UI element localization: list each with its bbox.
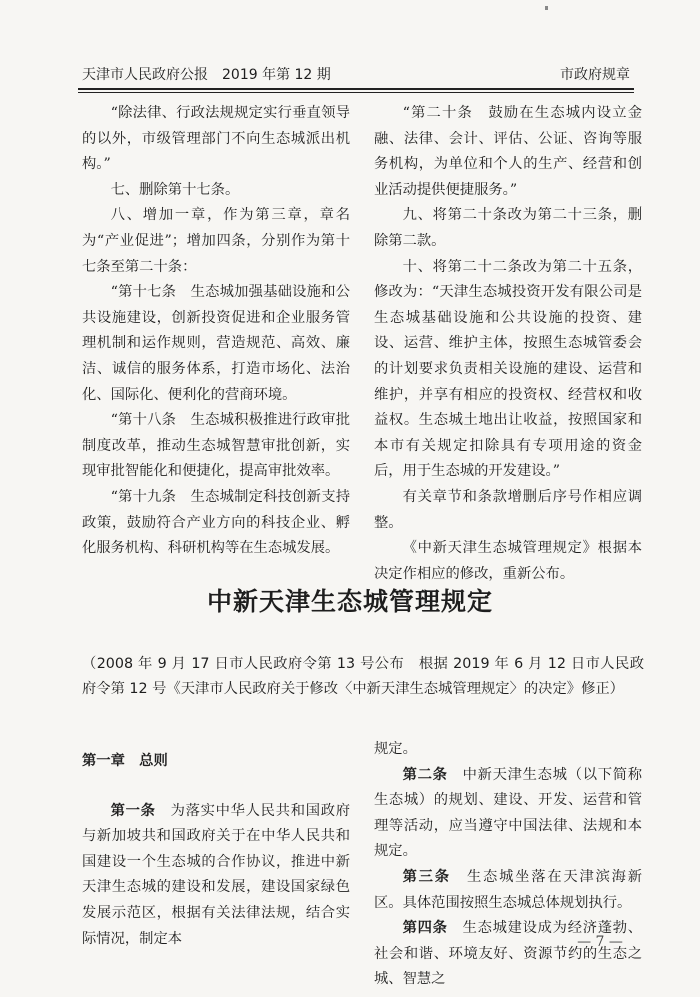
paragraph: 《中新天津生态城管理规定》根据本决定作相应的修改，重新公布。 <box>374 540 642 582</box>
paragraph: “第十七条 生态城加强基础设施和公共设施建设，创新投资促进和企业服务管理机制和运作规则，营造规范、高效、廉洁、诚信的服务体系，打造市场化、法治化、国际化、便利化的营商环境。 <box>82 284 350 403</box>
top-left-column <box>82 101 350 562</box>
paragraph: “第十八条 生态城积极推进行政审批制度改革，推动生态城智慧审批创新，实现审批智能化和便捷化，提高审批效率。 <box>82 412 350 480</box>
paragraph: “除法律、行政法规规定实行垂直领导的以外，市级管理部门不向生态城派出机构。” <box>82 105 350 173</box>
continuation-text: 规定。 <box>374 741 417 757</box>
page-number: — 7 — <box>577 934 623 950</box>
article-text: 生态城建设成为经济蓬勃、社会和谐、环境友好、资源节约的生态之城、智慧之 <box>374 920 643 988</box>
promulgation-note: （2008 年 9 月 17 日市人民政府令第 13 号公布 根据 2019 年 6 月 12 日市人民政府令第 12 号《天津市人民政府关于修改〈中新天津生态城管理规定〉的决定》修正） <box>82 656 644 697</box>
paragraph: 八、增加一章，作为第三章，章名为“产业促进”；增加四条，分别作为第十七条至第二十条： <box>82 207 350 275</box>
article-text: 为落实中华人民共和国政府与新加坡共和国政府关于在中华人民共和国建设一个生态城的合作协议，推进中新天津生态城的建设和发展，建设国家绿色发展示范区，根据有关法律法规，结合实际情况，制定本 <box>82 802 351 947</box>
top-right-column <box>374 101 642 587</box>
chapter-heading: 第一章 总则 <box>82 753 168 769</box>
paragraph: “第二十条 鼓励在生态城内设立金融、法律、会计、评估、公证、咨询等服务机构，为单位和个人的生产、经营和创业活动提供便捷服务。” <box>374 105 642 198</box>
article-number: 第一条 <box>110 802 156 819</box>
paragraph: “第十九条 生态城制定科技创新支持政策，鼓励符合产业方向的科技企业、孵化服务机构、科研机构等在生态城发展。 <box>82 488 350 557</box>
article-text: 中新天津生态城（以下简称生态城）的规划、建设、开发、运营和管理等活动，应当遵守中国法律、法规和本规定。 <box>374 766 643 860</box>
article-number: 第四条 <box>402 920 448 937</box>
section-name: 市政府规章 <box>560 67 630 83</box>
article-text: 生态城坐落在天津滨海新区。具体范围按照生态城总体规划执行。 <box>374 868 643 911</box>
article-2 <box>374 763 642 865</box>
page-header <box>82 64 630 86</box>
header-rule-thin <box>78 92 634 93</box>
bottom-left-column <box>82 737 350 952</box>
article-4 <box>374 916 642 993</box>
paragraph: 七、删除第十七条。 <box>110 181 240 198</box>
article-3 <box>374 865 642 916</box>
scan-mark <box>545 6 548 10</box>
paragraph: 十、将第二十二条改为第二十五条，修改为：“天津生态城投资开发有限公司是生态城基础设施和公共设施的投资、建设、运营、维护主体，按照生态城管委会的计划要求负责相关设施的建设、运营和维护，并享有相应的投资权、经营权和收益权。生态城土地出让收益，按照国家和本市有关规定扣除具有专项用途的资金后，用于生态城的开发建设。” <box>374 258 642 480</box>
article-1 <box>82 799 350 953</box>
paragraph: 有关章节和条款增删后序号作相应调整。 <box>374 488 642 531</box>
bottom-right-column <box>374 737 642 993</box>
article-number: 第二条 <box>402 766 448 783</box>
journal-title: 天津市人民政府公报 2019 年第 12 期 <box>82 67 331 83</box>
header-rule <box>78 88 634 90</box>
article-number: 第三条 <box>402 868 451 885</box>
document-title: 中新天津生态城管理规定 <box>206 587 493 616</box>
paragraph: 九、将第二十条改为第二十三条，删除第二款。 <box>374 207 642 249</box>
